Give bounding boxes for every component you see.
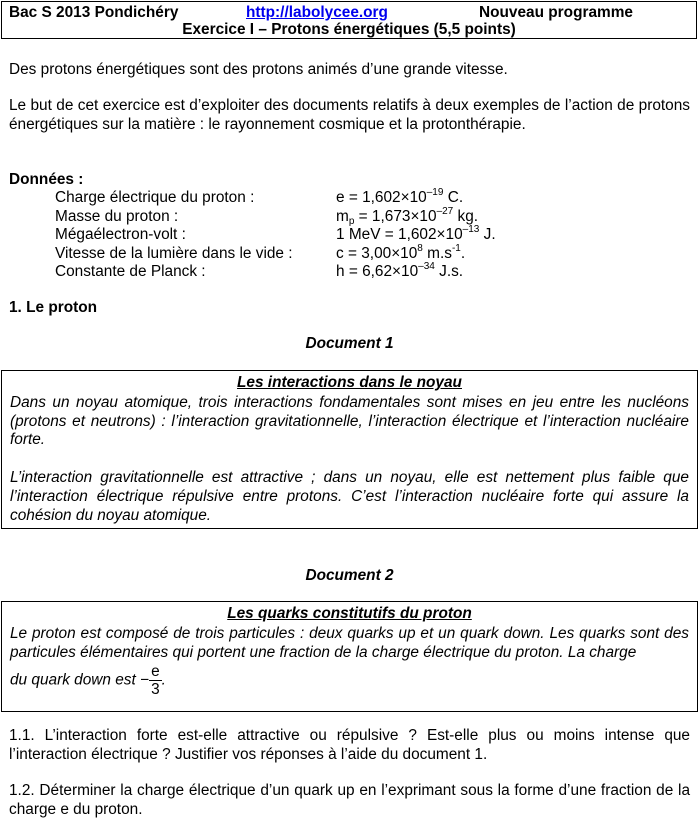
document-1-paragraph-1: Dans un noyau atomique, trois interactions fondamentales sont mises en jeu entre les nucléons (protons et neutrons) : l’interaction gravitationnelle, l’interaction électrique et l’interaction nucléaire forte. — [10, 393, 689, 449]
document-2-label: Document 2 — [305, 567, 394, 584]
donnees-title: Données : — [9, 171, 84, 188]
charge-fraction: $\frac{e}{3}$ — [151, 663, 160, 699]
question-1-2: 1.2. Déterminer la charge électrique d’un quark up en l’exprimant sous la forme d’une fraction de la charge e du proton. — [9, 782, 690, 818]
mass-value: $m_p = 1,673\times 10^{-27}$ kg. — [336, 206, 479, 227]
header-link[interactable]: http://labolycee.org — [246, 4, 388, 21]
document-1-box — [1, 370, 698, 529]
document-1-title: Les interactions dans le noyau — [237, 374, 462, 391]
document-2-title: Les quarks constitutifs du proton — [227, 605, 472, 622]
document-2-fraction-line: du quark down est − $\frac{e}{3}$ . — [10, 663, 166, 699]
charge-label: Charge électrique du proton : — [55, 189, 255, 206]
document-2-paragraph: Le proton est composé de trois particules : deux quarks up et un quark down. Les quarks sont des particules élémentaires qui portent une fraction de la charge électrique du proton. La charge — [10, 624, 689, 661]
planck-value: $h = 6,62\times 10^{-34}$ J.s. — [336, 261, 464, 280]
charge-value: $e = 1,602\times 10^{-19}$ C. — [336, 187, 464, 206]
question-1-1: 1.1. L’interaction forte est-elle attractive ou répulsive ? Est-elle plus ou moins intense que l’interaction électrique ? Justifier vos réponses à l’aide du document 1. — [9, 727, 690, 763]
document-2-box — [1, 601, 698, 712]
mass-label: Masse du proton : — [55, 208, 179, 225]
intro-paragraph-2: Le but de cet exercice est d’exploiter des documents relatifs à deux exemples de l’action de protons énergétiques sur la matière : le rayonnement cosmique et la protonthérapie. — [9, 97, 690, 133]
header-program: Nouveau programme — [479, 4, 633, 21]
exercise-title: Exercice I – Protons énergétiques (5,5 points) — [182, 21, 516, 38]
section-title: 1. Le proton — [9, 299, 98, 316]
planck-label: Constante de Planck : — [55, 263, 206, 280]
light-speed-label: Vitesse de la lumière dans le vide : — [55, 245, 293, 262]
light-speed-value: $c = 3,00\times 10^8$ $m.s^{-1}$. — [336, 243, 466, 262]
page-header — [1, 1, 697, 39]
mev-value: 1 MeV = $1,602\times 10^{-13}$ J. — [336, 224, 496, 243]
header-exam-title: Bac S 2013 Pondichéry — [9, 4, 179, 21]
document-1-label: Document 1 — [305, 335, 394, 352]
mev-label: Mégaélectron-volt : — [55, 226, 186, 243]
document-1-paragraph-2: L’interaction gravitationnelle est attractive ; dans un noyau, elle est nettement plus faible que l’interaction électrique répulsive entre protons. C’est l’interaction nucléaire forte qui assure la cohésion du noyau atomique. — [10, 469, 689, 524]
intro-paragraph-1: Des protons énergétiques sont des protons animés d’une grande vitesse. — [9, 61, 508, 78]
